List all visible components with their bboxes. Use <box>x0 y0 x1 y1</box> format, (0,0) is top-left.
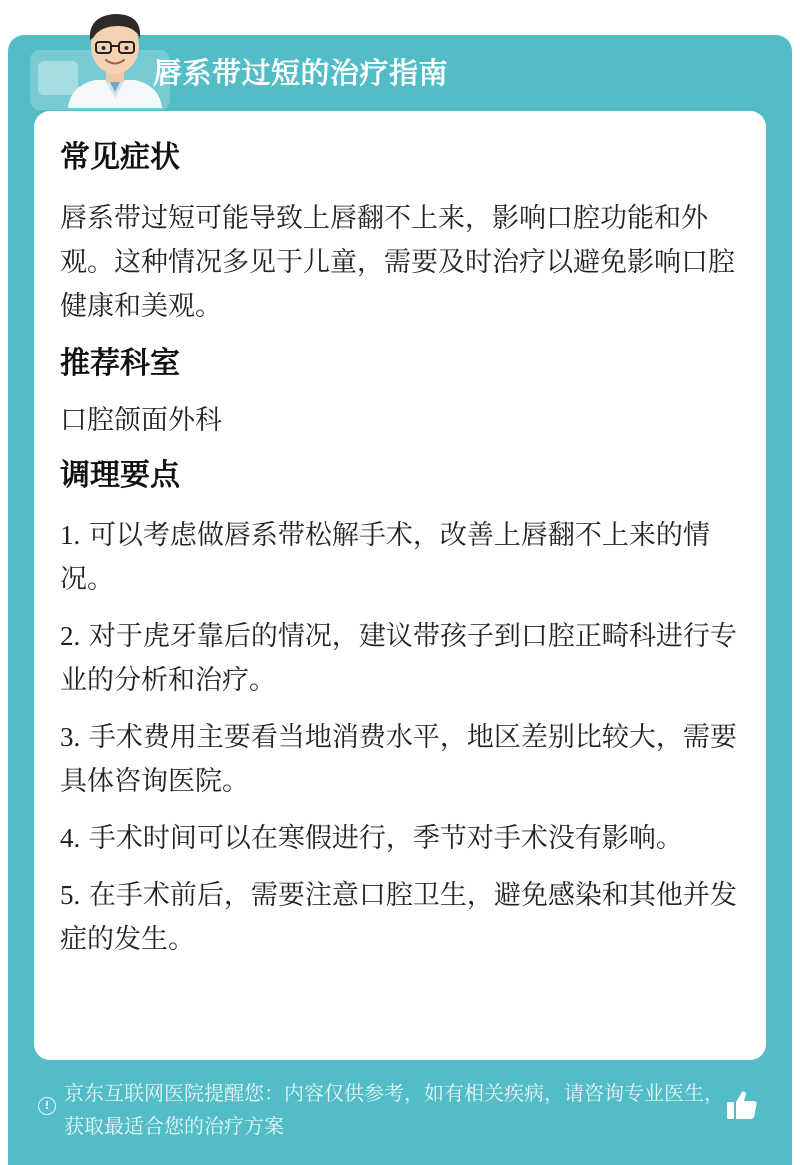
footer-notice: 京东互联网医院提醒您：内容仅供参考，如有相关疾病，请咨询专业医生，获取最适合您的治疗方案 <box>64 1081 724 1138</box>
footer <box>8 1077 792 1157</box>
item-text: 手术费用主要看当地消费水平，地区差别比较大，需要具体咨询医院。 <box>60 722 737 797</box>
item-text: 可以考虑做唇系带松解手术，改善上唇翻不上来的情况。 <box>60 520 710 595</box>
care-heading: 调理要点 <box>60 458 180 493</box>
item-text: 在手术前后，需要注意口腔卫生，避免感染和其他并发症的发生。 <box>60 880 737 955</box>
guide-frame <box>8 35 792 1165</box>
list-item <box>60 873 740 962</box>
care-list <box>60 513 740 962</box>
page-title: 唇系带过短的治疗指南 <box>153 56 449 90</box>
item-text: 对于虎牙靠后的情况，建议带孩子到口腔正畸科进行专业的分析和治疗。 <box>60 621 737 696</box>
list-item <box>60 614 740 703</box>
thumbs-up-icon[interactable] <box>724 1087 760 1123</box>
doctor-avatar <box>60 8 170 108</box>
item-number: 3. <box>60 722 81 752</box>
list-item <box>60 816 740 861</box>
department-text: 口腔颌面外科 <box>60 405 222 436</box>
item-number: 1. <box>60 520 81 550</box>
department-heading: 推荐科室 <box>60 346 180 381</box>
symptoms-text: 唇系带过短可能导致上唇翻不上来，影响口腔功能和外观。这种情况多见于儿童，需要及时治疗以避免影响口腔健康和美观。 <box>60 203 735 322</box>
item-number: 4. <box>60 823 81 853</box>
item-text: 手术时间可以在寒假进行，季节对手术没有影响。 <box>88 823 683 854</box>
list-item <box>60 715 740 804</box>
item-number: 2. <box>60 621 81 651</box>
info-icon: ! <box>38 1097 56 1115</box>
content-card <box>34 111 766 1060</box>
symptoms-heading: 常见症状 <box>60 140 180 175</box>
item-number: 5. <box>60 880 81 910</box>
list-item <box>60 513 740 602</box>
